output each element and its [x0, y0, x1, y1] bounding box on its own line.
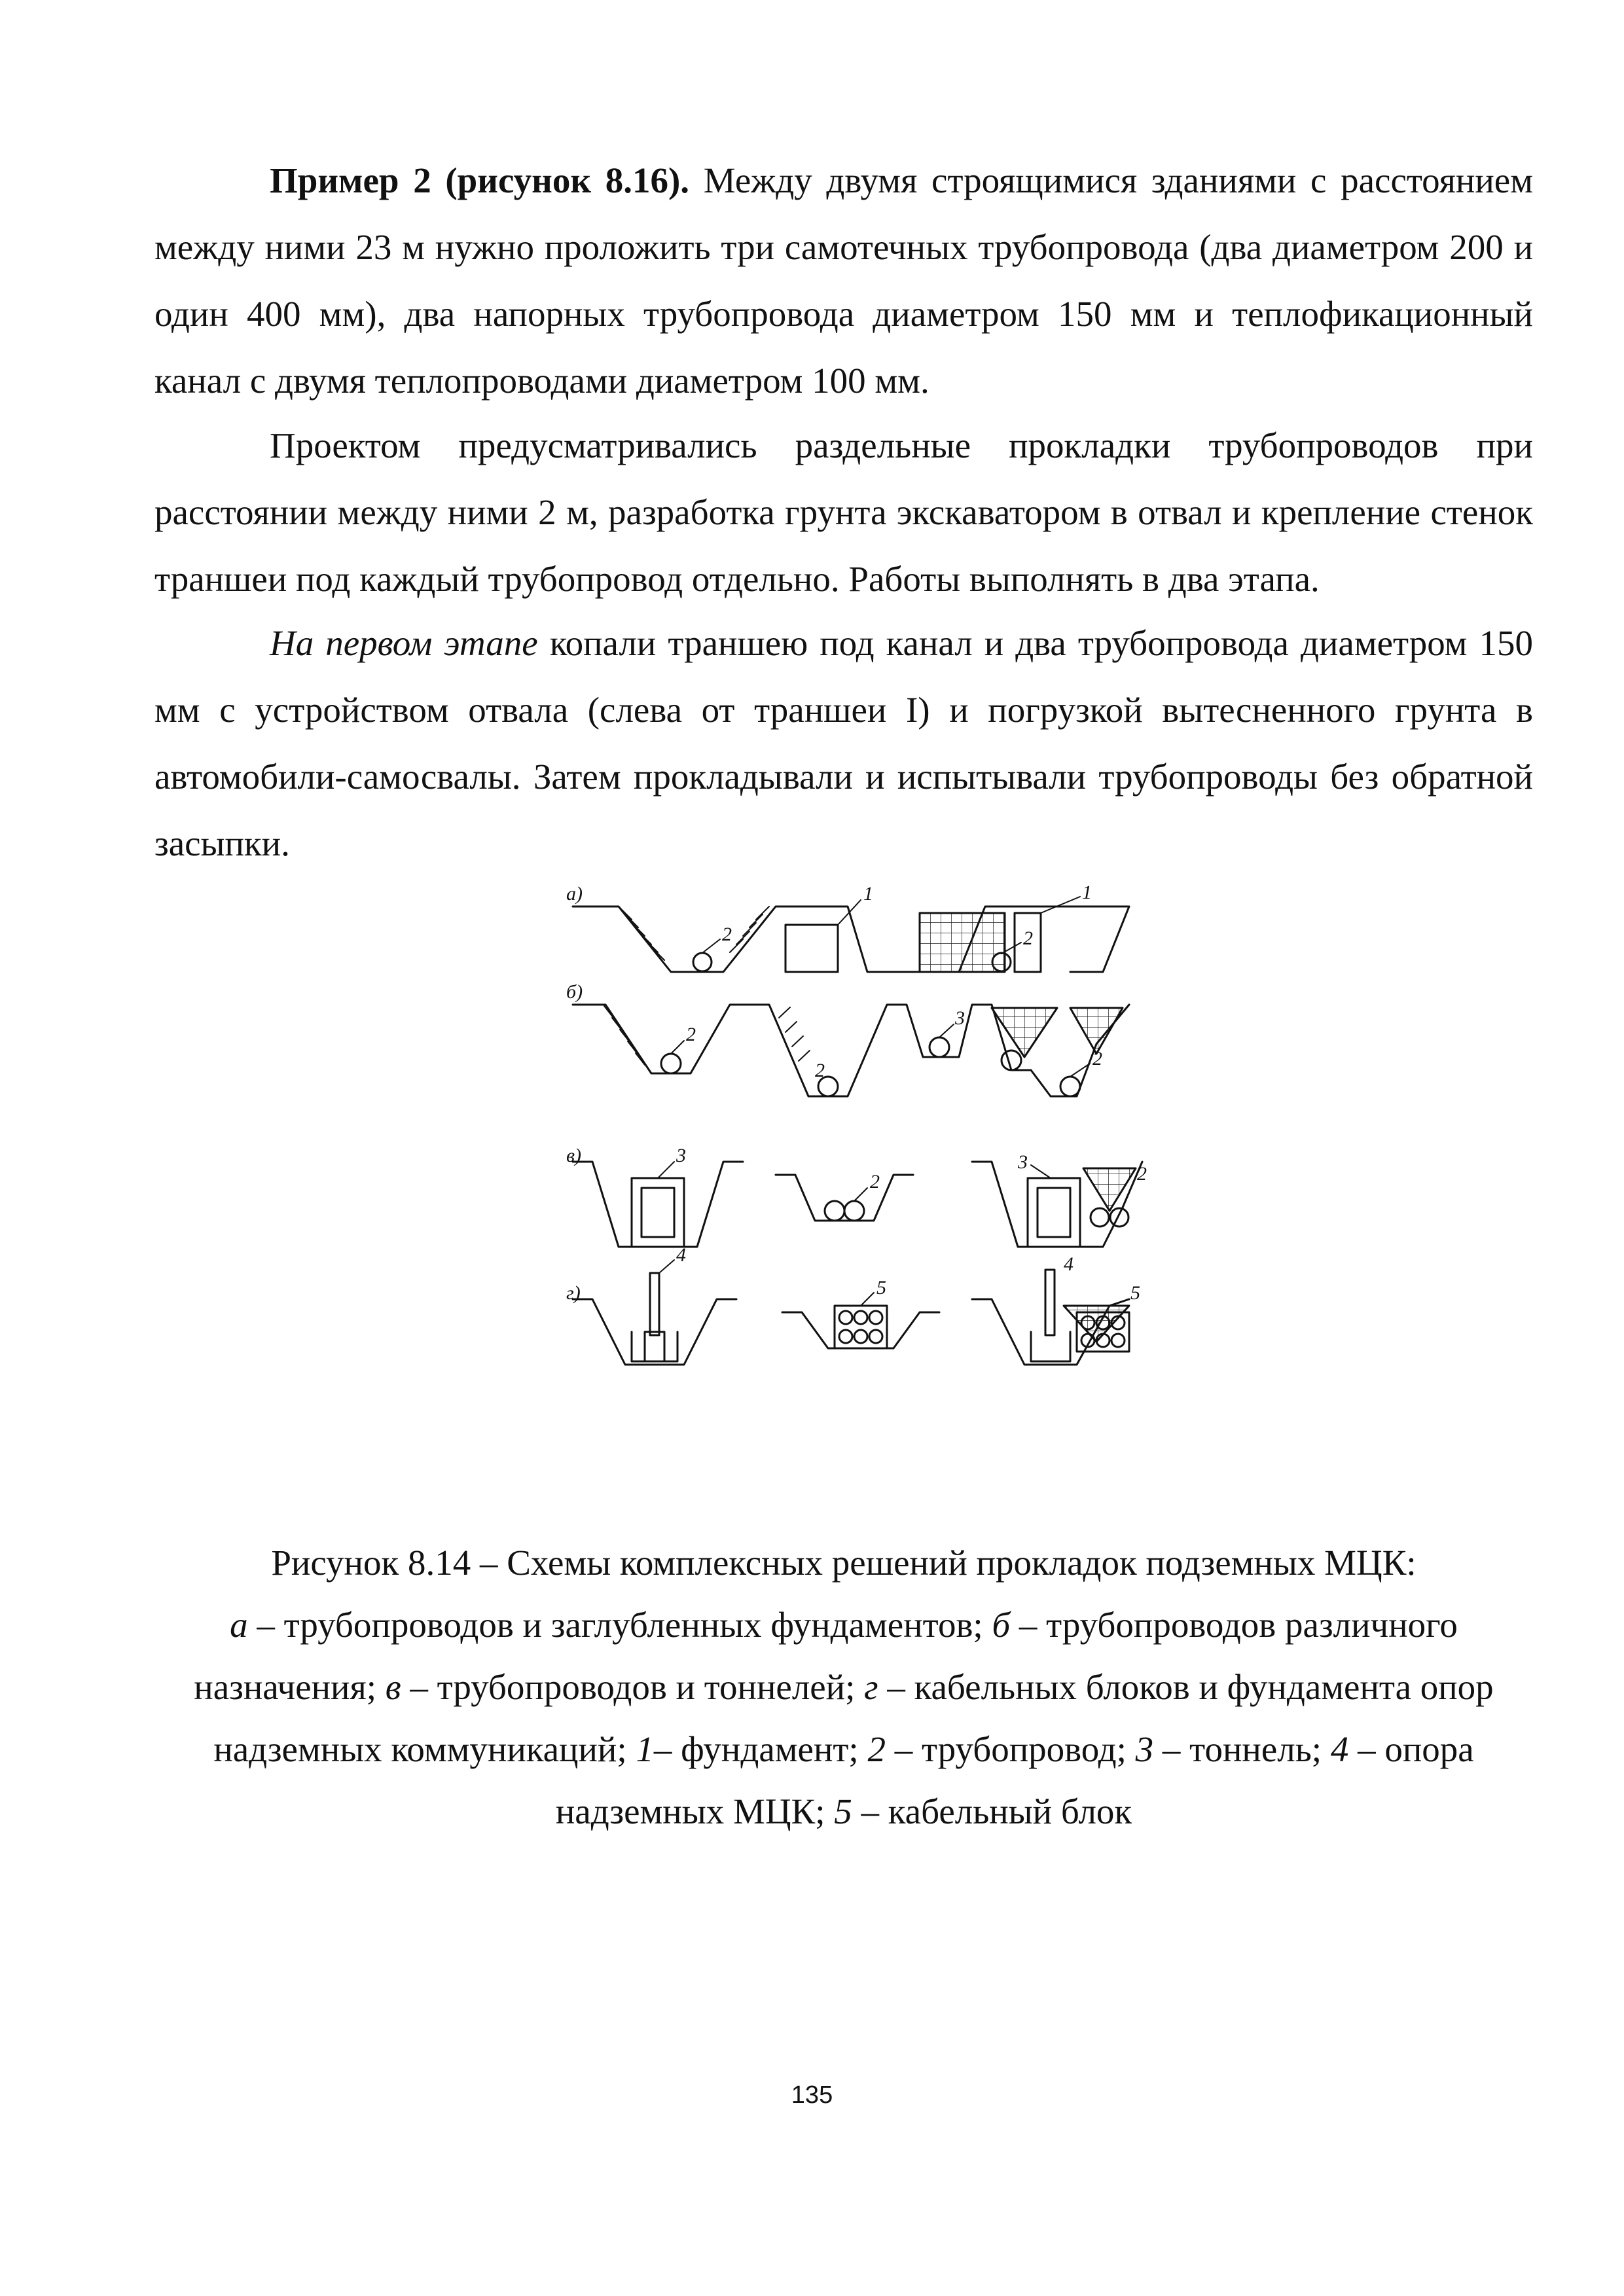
row-g-trenches [573, 1270, 1129, 1365]
row-label-g: г) [566, 1282, 581, 1304]
callout-2-a1: 2 [722, 924, 732, 945]
caption-key-5: 5 [834, 1791, 852, 1831]
callout-3-v2: 3 [1018, 1151, 1028, 1173]
trench-schemes-figure [553, 880, 1267, 1509]
row-label-b: б) [566, 981, 583, 1003]
caption-key-a: а [230, 1605, 248, 1645]
caption-text-1: – фундамент; [653, 1729, 868, 1769]
row-a-trenches [573, 906, 1129, 972]
stage-one-text: копали траншею под канал и два трубопровода диаметром 150 мм с устройством отвала (слева от траншеи I) и погрузкой вытесненного грунта в автомобили-самосвалы. Затем прокладывали и испытывали трубопроводы без обратной засыпки. [154, 623, 1533, 863]
paragraph-example [154, 147, 1533, 414]
row-label-a: а) [566, 883, 583, 905]
row-b-trenches [573, 1005, 1129, 1096]
callout-2-a2: 2 [1023, 927, 1033, 949]
caption-key-1: 1 [636, 1729, 654, 1769]
figure-caption [154, 1532, 1533, 1842]
caption-text-g: – кабельных блоков и фундамента опор надземных коммуникаций; [213, 1667, 1494, 1769]
caption-title: Рисунок 8.14 – Схемы комплексных решений прокладок подземных МЦК: [271, 1543, 1416, 1583]
caption-key-g: г [864, 1667, 878, 1707]
callout-2-b1: 2 [686, 1024, 696, 1045]
callout-3-v1: 3 [676, 1145, 686, 1166]
caption-key-3: 3 [1135, 1729, 1154, 1769]
caption-key-4: 4 [1330, 1729, 1349, 1769]
callout-2-b3: 2 [1092, 1048, 1102, 1069]
example-heading: Пример 2 (рисунок 8.16). [270, 160, 690, 200]
callout-1-a2: 1 [1082, 882, 1092, 903]
callout-1-a: 1 [863, 883, 873, 905]
callout-2-v2: 2 [1137, 1163, 1147, 1185]
row-v-trenches [573, 1162, 1142, 1247]
row-label-v: в) [566, 1145, 582, 1166]
callout-4-g1: 4 [676, 1244, 686, 1266]
caption-text-4: – опора надземных МЦК; [555, 1729, 1474, 1831]
caption-text-v: – трубопроводов и тоннелей; [401, 1667, 865, 1707]
stage-one-heading: На первом этапе [270, 623, 538, 663]
callout-2-v: 2 [870, 1171, 880, 1193]
callout-4-g2: 4 [1064, 1253, 1074, 1275]
page-number: 135 [791, 2081, 833, 2109]
cable-block-left [835, 1306, 887, 1348]
callout-2-b2: 2 [815, 1060, 825, 1081]
caption-text-3: – тоннель; [1153, 1729, 1331, 1769]
callout-5-g2: 5 [1130, 1282, 1140, 1304]
caption-key-v: в [385, 1667, 401, 1707]
project-text: Проектом предусматривались раздельные прокладки трубопроводов при расстоянии между ними 2 м, разработка грунта экскаватором в отвал и крепление стенок траншеи под каждый трубопровод отдельно. Работы выполнять в два этапа. [154, 425, 1533, 599]
paragraph-stage-one [154, 610, 1533, 877]
caption-key-2: 2 [867, 1729, 886, 1769]
caption-text-5: – кабельный блок [852, 1791, 1132, 1831]
callout-3-b: 3 [955, 1007, 965, 1029]
callout-5-g1: 5 [876, 1277, 886, 1299]
caption-key-b: б [992, 1605, 1011, 1645]
caption-text-b: – трубопроводов различного назначения; [194, 1605, 1458, 1707]
paragraph-project [154, 412, 1533, 613]
caption-text-2: – трубопровод; [885, 1729, 1136, 1769]
caption-text-a: – трубопроводов и заглубленных фундаментов; [247, 1605, 992, 1645]
example-text: Между двумя строящимися зданиями с расстоянием между ними 23 м нужно проложить три самотечных трубопровода (два диаметром 200 и один 400 мм), два напорных трубопровода диаметром 150 мм и теплофикационный канал с двумя теплопроводами диаметром 100 мм. [154, 160, 1533, 401]
